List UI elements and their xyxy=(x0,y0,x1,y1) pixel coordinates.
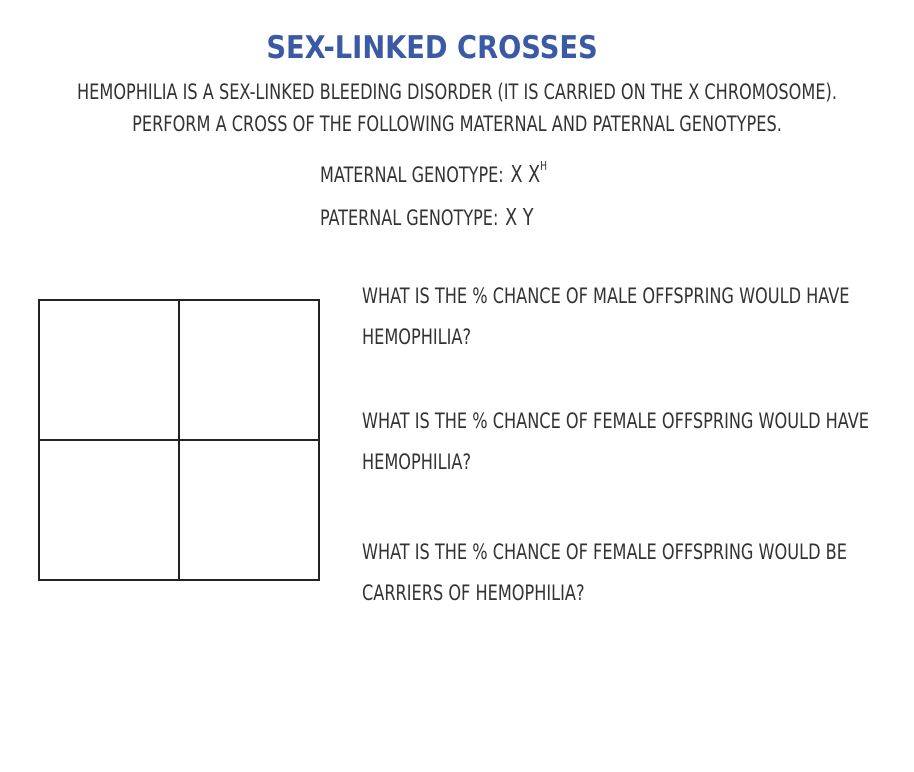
question-line: HEMOPHILIA? xyxy=(362,325,472,349)
question-female-carriers xyxy=(362,532,847,614)
question-male-hemophilia xyxy=(362,276,849,358)
maternal-genotype-label: MATERNAL GENOTYPE: xyxy=(320,163,504,187)
page-title: SEX-LINKED CROSSES xyxy=(266,30,598,66)
punnett-square xyxy=(38,299,320,581)
intro-line-1: HEMOPHILIA IS A SEX-LINKED BLEEDING DISORDER (IT IS CARRIED ON THE X CHROMOSOME). xyxy=(77,80,837,104)
paternal-genotype-label: PATERNAL GENOTYPE: xyxy=(320,206,499,230)
maternal-genotype xyxy=(320,159,548,188)
question-line: CARRIERS OF HEMOPHILIA? xyxy=(362,581,585,605)
maternal-genotype-value xyxy=(510,159,548,188)
punnett-cell-top-left[interactable] xyxy=(40,301,179,440)
question-line: WHAT IS THE % CHANCE OF MALE OFFSPRING WOULD HAVE xyxy=(362,284,850,308)
question-line: WHAT IS THE % CHANCE OF FEMALE OFFSPRING WOULD BE xyxy=(362,540,847,564)
punnett-cell-bottom-right[interactable] xyxy=(179,440,318,579)
maternal-genotype-superscript: H xyxy=(540,159,548,174)
punnett-cell-bottom-left[interactable] xyxy=(40,440,179,579)
question-female-hemophilia xyxy=(362,401,869,483)
question-line: WHAT IS THE % CHANCE OF FEMALE OFFSPRING WOULD HAVE xyxy=(362,409,869,433)
intro-line-2: PERFORM A CROSS OF THE FOLLOWING MATERNAL AND PATERNAL GENOTYPES. xyxy=(132,112,782,136)
maternal-genotype-alleles: X X xyxy=(510,162,541,188)
paternal-genotype-value: X Y xyxy=(505,205,534,231)
question-line: HEMOPHILIA? xyxy=(362,450,472,474)
paternal-genotype xyxy=(320,205,534,231)
punnett-cell-top-right[interactable] xyxy=(179,301,318,440)
